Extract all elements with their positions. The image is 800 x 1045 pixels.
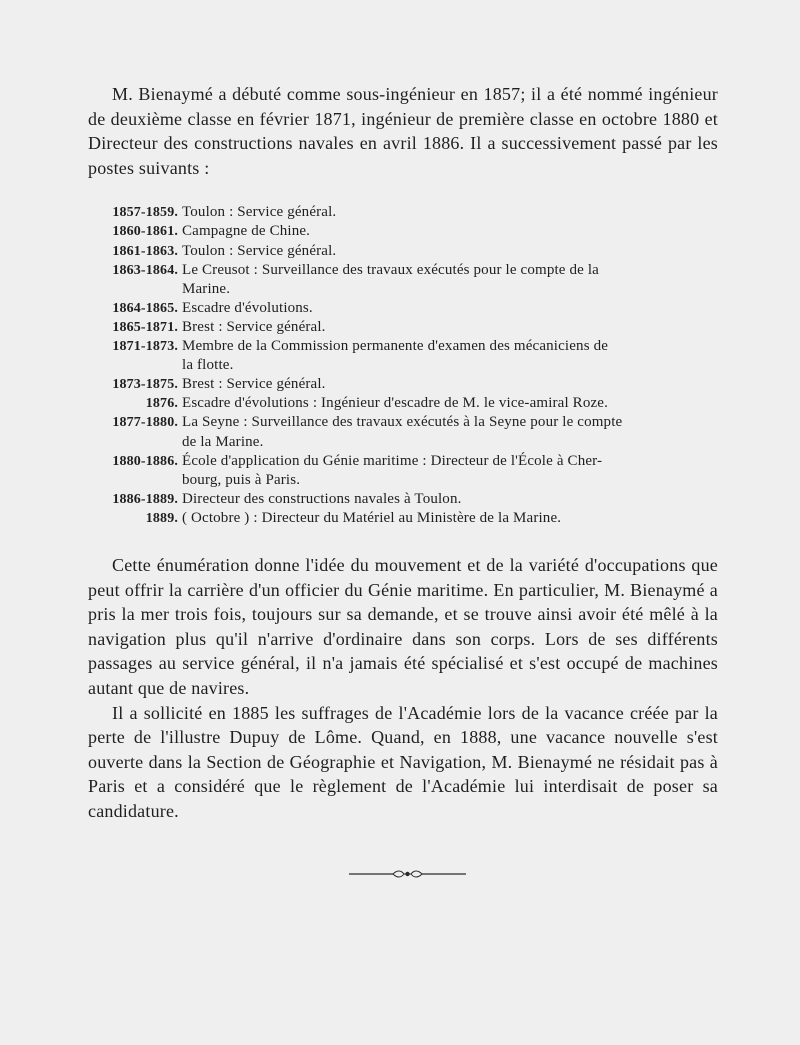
career-years: 1864-1865.	[112, 300, 178, 316]
career-text: La Seyne : Surveillance des travaux exécutés à la Seyne pour le compte	[182, 414, 623, 431]
career-text: Brest : Service général.	[182, 318, 326, 335]
career-years: 1877-1880.	[112, 415, 178, 431]
career-years: 1865-1871.	[112, 319, 178, 335]
career-entry	[88, 509, 718, 528]
career-description	[182, 509, 718, 528]
career-entry	[88, 203, 718, 222]
career-entry	[88, 452, 718, 490]
career-text: Escadre d'évolutions : Ingénieur d'escadre de M. le vice-amiral Roze.	[182, 395, 609, 412]
career-entry	[88, 242, 718, 261]
career-entry	[88, 375, 718, 394]
career-entry	[88, 222, 718, 241]
career-entry	[88, 299, 718, 318]
career-description	[182, 299, 718, 318]
ornament-divider-icon	[349, 865, 466, 883]
career-years: 1876.	[145, 396, 178, 412]
career-years: 1863-1864.	[112, 262, 178, 278]
career-description	[182, 222, 718, 241]
intro-paragraph: M. Bienaymé a débuté comme sous-ingénieur en 1857; il a été nommé ingénieur de deuxième classe en février 1871, ingénieur de première classe en octobre 1880 et Directeur des constructions navales en avril 1886. Il a successivement passé par les postes suivants :	[88, 84, 718, 178]
career-entry	[88, 490, 718, 509]
career-years: 1871-1873.	[112, 339, 178, 355]
career-description	[182, 452, 718, 490]
career-text: Toulon : Service général.	[182, 204, 337, 221]
career-years: 1857-1859.	[112, 205, 178, 221]
career-entry	[88, 318, 718, 337]
career-list	[88, 203, 718, 528]
career-text-continuation: la flotte.	[182, 357, 234, 374]
career-text-continuation: de la Marine.	[182, 433, 264, 450]
career-description	[182, 242, 718, 261]
career-text: Le Creusot : Surveillance des travaux exécutés pour le compte de la	[182, 261, 599, 278]
career-text: École d'application du Génie maritime : Directeur de l'École à Cher-	[182, 452, 603, 469]
career-text: Directeur des constructions navales à Toulon.	[182, 490, 462, 507]
career-text: Campagne de Chine.	[182, 223, 311, 240]
career-description	[182, 375, 718, 394]
career-text-continuation: Marine.	[182, 280, 231, 297]
career-entry	[88, 394, 718, 413]
career-description	[182, 413, 718, 451]
career-entry	[88, 337, 718, 375]
page-content	[88, 82, 718, 824]
body-paragraph: Il a sollicité en 1885 les suffrages de l'Académie lors de la vacance créée par la perte de l'illustre Dupuy de Lôme. Quand, en 1888, une vacance nouvelle s'est ouverte dans la Section de Géographie et Navigation, M. Bienaymé ne résidait pas à Paris et a considéré que le règlement de l'Académie lui interdisait de poser sa candidature.	[88, 702, 718, 821]
career-text-continuation: bourg, puis à Paris.	[182, 471, 301, 488]
career-text: Escadre d'évolutions.	[182, 299, 313, 316]
career-text: ( Octobre ) : Directeur du Matériel au Ministère de la Marine.	[182, 509, 562, 526]
career-years: 1880-1886.	[112, 453, 178, 469]
career-years: 1861-1863.	[112, 243, 178, 259]
career-description	[182, 318, 718, 337]
career-years: 1889.	[145, 510, 178, 526]
career-description	[182, 261, 718, 299]
body-paragraph: Cette énumération donne l'idée du mouvement et de la variété d'occupations que peut offrir la carrière d'un officier du Génie maritime. En particulier, M. Bienaymé a pris la mer trois fois, toujours sur sa demande, et se trouve ainsi avoir été mêlé à la navigation plus qu'il n'arrive d'ordinaire dans son corps. Lors de ses différents passages au service général, il n'a jamais été spécialisé et s'est occupé de machines autant que de navires.	[88, 554, 718, 698]
career-description	[182, 337, 718, 375]
career-years: 1860-1861.	[112, 224, 178, 240]
career-text: Brest : Service général.	[182, 376, 326, 393]
career-entry	[88, 413, 718, 451]
career-description	[182, 490, 718, 509]
career-text: Membre de la Commission permanente d'examen des mécaniciens de	[182, 338, 609, 355]
career-years: 1873-1875.	[112, 377, 178, 393]
career-description	[182, 394, 718, 413]
career-description	[182, 203, 718, 222]
career-text: Toulon : Service général.	[182, 242, 337, 259]
career-years: 1886-1889.	[112, 491, 178, 507]
career-entry	[88, 261, 718, 299]
